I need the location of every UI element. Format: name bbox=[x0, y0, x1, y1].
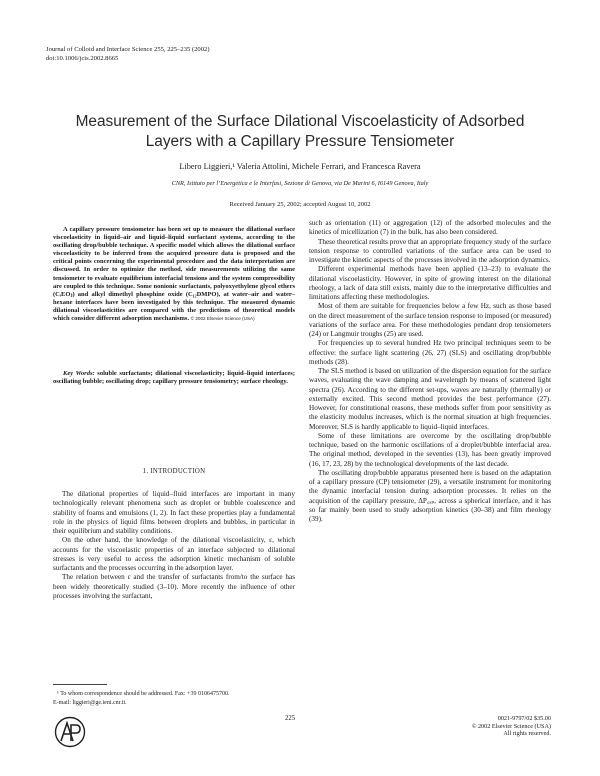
issn-price: 0021-9797/02 $35.00 bbox=[497, 715, 551, 722]
right-paragraph-1: These theoretical results prove that an appropriate frequency study of the surface tension response to controlled variations of the surface area can be used to investigate the kinetic aspects of the processes involved in the adsorption dynamics. bbox=[309, 237, 551, 264]
continued-paragraph: such as orientation (11) or aggregation (12) of the adsorbed molecules and the kinetics of micellization (7) in the bulk, has also been considered. bbox=[309, 219, 551, 237]
issn-copyright: © 2002 Elsevier Science (USA) bbox=[471, 722, 551, 730]
title-line-2: Layers with a Capillary Pressure Tensiometer bbox=[145, 132, 455, 150]
section-heading: 1. INTRODUCTION bbox=[142, 468, 206, 475]
intro-paragraph-2: On the other hand, the knowledge of the dilational viscoelasticity, ε, which accounts for the viscoelastic properties of an interface subjected to dilational stresses is very useful to access the adsorption kinetic mechanism of soluble surfactants and the processes occurring in the adsorption layer. bbox=[53, 536, 295, 572]
right-paragraph-5: The SLS method is based on utilization of the dispersion equation for the surface waves, evaluating the wave damping and wavelength by means of scattered light spectra (26). According to the different set-ups, waves are naturally (thermally) or externally excited. This second method provides the best performance (27). However, for constitutional reasons, these methods suffer from poor sensitivity as the elasticity modulus increases, which is the normal situation at high frequencies. Moreover, SLS is hardly applicable to liquid–liquid interfaces. bbox=[309, 367, 551, 431]
affiliation: CNR, Istituto per l’Energetica e le Interfasi, Sezione di Genova, via De Marini 6, I6149 Genova, Italy bbox=[171, 180, 429, 187]
issn-block bbox=[455, 715, 551, 738]
intro-paragraph-3: The relation between ε and the transfer of surfactants from/to the surface has been widely theoretically studied (3–10). More recently the influence of other processes involving the surfactant, bbox=[53, 573, 295, 600]
intro-left-column bbox=[53, 490, 295, 601]
keywords-text: soluble surfactants; dilational viscoelasticity; liquid–liquid interfaces; oscillating bubble; oscillating drop; capillary pressure tensiometry; surface rheology. bbox=[53, 370, 295, 386]
abstract-text: A capillary pressure tensiometer has been set up to measure the dilational surface viscoelasticity in liquid–air and liquid–liquid surfactant systems, according to the oscillating drop/bubble technique. A specific model which allows the dilational surface viscoelasticity to be inferred from the acquired pressure data is proposed and the critical points concerning the experimental procedure and the data interpretation are discussed. In order to optimize the method, side measurements utilizing the same tensiometer to evaluate equilibrium interfacial tensions and the system compressibility are coupled to this technique. Some nonionic surfactants, polyoxyethylene glycol ethers (CᵢEOⱼ) and alkyl dimethyl phosphine oxide (C₁₂DMPO), at water–air and water–hexane interfaces have been investigated by this technique. The measured dynamic dilational viscoelasticities are compared with the predictions of theoretical models which consider different adsorption mechanisms. bbox=[53, 226, 295, 323]
keywords bbox=[53, 370, 295, 386]
right-paragraph-3: Most of them are suitable for frequencies below a few Hz, such as those based on the direct measurement of the surface tension response to imposed (or measured) variations of the surface area. For these methodologies pendant drop tensiometers (24) or Langmuir troughs (25) are used. bbox=[309, 302, 551, 338]
footnote-correspondence: ¹ To whom correspondence should be addressed. Fax: +39 0106475700. bbox=[57, 691, 230, 697]
received-dates: Received January 25, 2002; accepted August 10, 2002 bbox=[229, 201, 371, 208]
right-paragraph-4: For frequencies up to several hundred Hz two principal techniques seem to be effective: the surface light scattering (26, 27) (SLS) and oscillating drop/bubble methods (28). bbox=[309, 339, 551, 366]
publisher-logo-icon bbox=[54, 716, 86, 748]
issn-rights: All rights reserved. bbox=[503, 730, 551, 738]
title-line-1: Measurement of the Surface Dilational Viscoelasticity of Adsorbed bbox=[75, 113, 525, 130]
right-paragraph-6: Some of these limitations are overcome by the oscillating drop/bubble technique, based on the harmonic oscillations of a droplet/bubble interfacial area. The original method, developed in the seventies (13), has been greatly improved (16, 17, 23, 28) by the technological developments of the last decade. bbox=[309, 431, 551, 468]
right-column bbox=[309, 219, 551, 524]
footnote bbox=[53, 690, 298, 707]
right-paragraph-2: Different experimental methods have been applied (13–23) to evaluate the dilational viscoelasticity. However, in spite of growing interest on the dilational rheology, a lack of data still exists, mainly due to the interpretative difficulties and limitations affecting these methodologies. bbox=[309, 265, 551, 301]
journal-reference: Journal of Colloid and Interface Science 255, 225–235 (2002) bbox=[46, 46, 210, 53]
abstract bbox=[53, 226, 295, 323]
intro-paragraph-1: The dilational properties of liquid–fluid interfaces are important in many technologically relevant phenomena such as droplet or bubble coalescence and stability of foams and emulsions (1, 2). In fact these properties play a fundamental role in the physics of liquid films between droplets and bubbles, in particular in their equilibrium and stability conditions. bbox=[53, 490, 295, 535]
doi: doi:10.1006/jcis.2002.8665 bbox=[46, 54, 119, 62]
footnote-divider bbox=[53, 684, 107, 685]
journal-citation bbox=[46, 46, 210, 63]
author-list: Libero Liggieri,¹ Valeria Attolini, Michele Ferrari, and Francesca Ravera bbox=[179, 162, 421, 171]
keywords-label: Key Words: bbox=[63, 370, 95, 377]
right-paragraph-7: The oscillating drop/bubble apparatus presented here is based on the adaptation of a capillary pressure (CP) tensiometer (29), a versatile instrument for monitoring the dynamic interfacial tension during adsorption processes. It relies on the acquisition of the capillary pressure, ΔP꜀ₐₚ, across a spherical interface, and it has so far mainly been used to study adsorption kinetics (30–38) and film rheology (39). bbox=[309, 468, 551, 523]
footnote-email: E-mail: liggieri@ge.ieni.cnr.it. bbox=[53, 699, 127, 706]
copyright-notice: © 2002 Elsevier Science (USA) bbox=[190, 316, 255, 322]
page-number: 225 bbox=[285, 715, 296, 722]
paper-title bbox=[40, 112, 560, 151]
